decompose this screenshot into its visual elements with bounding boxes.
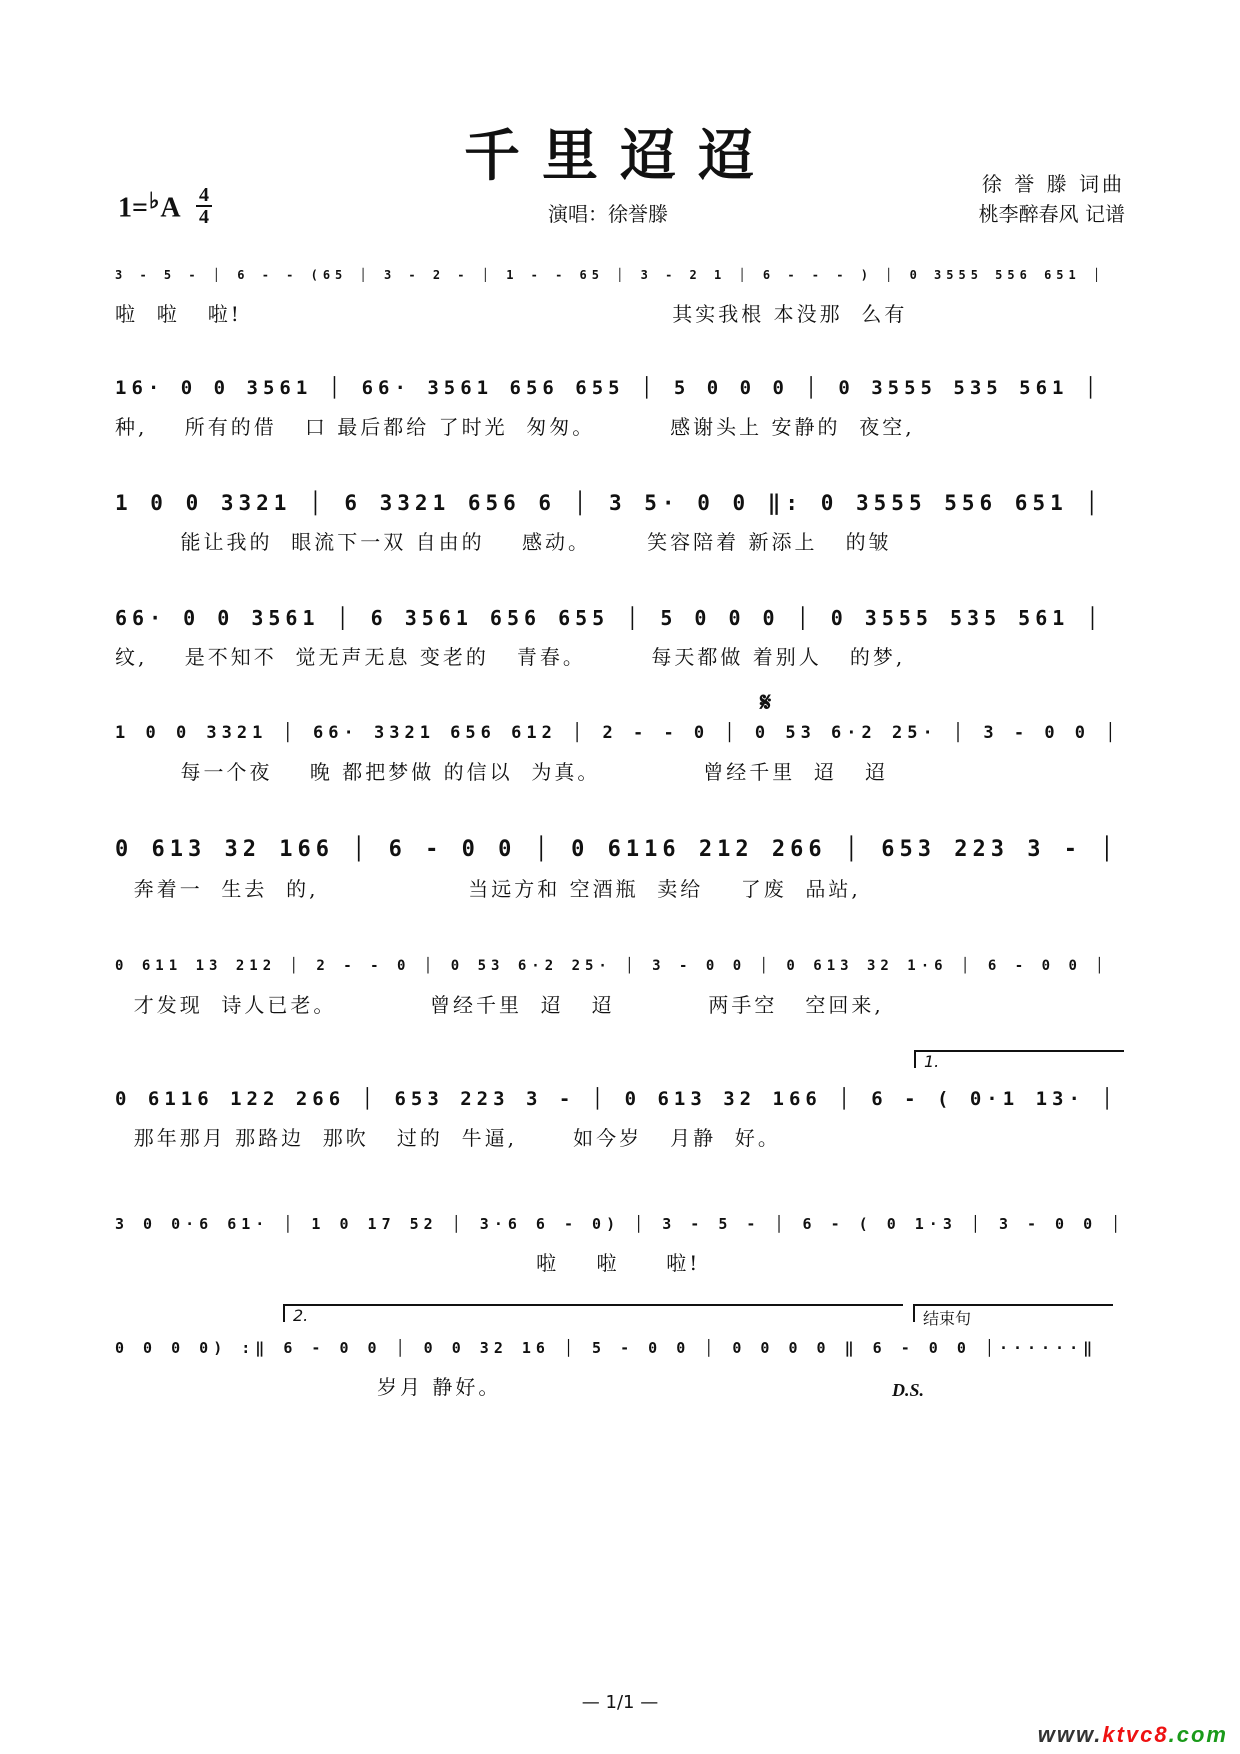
flat-symbol: ♭ — [148, 188, 160, 214]
lyric-line: 种, 所有的借 口 最后都给 了时光 匆匆。 感谢头上 安静的 夜空, — [115, 415, 915, 439]
lyric-line: 那年那月 那路边 那吹 过的 牛逼, 如今岁 月静 好。 — [115, 1126, 781, 1150]
notation-line: 0 6116 122 266 │ 653 223 3 - │ 0 613 32 166 │ 6 - ( 0·1 13· │ — [115, 1088, 1118, 1110]
score-line-1 — [115, 255, 1125, 329]
score-line-2 — [115, 368, 1125, 442]
notation-line: 1 0 0 3321 │ 6 3321 656 6 │ 3 5· 0 0 ‖: 0 3555 556 651 │ — [115, 491, 1104, 515]
notation-line: 0 611 13 212 │ 2 - - 0 │ 0 53 6·2 25· │ 3 - 0 0 │ 0 613 32 1·6 │ 6 - 0 0 │ — [115, 958, 1109, 974]
score-line-8 — [115, 1079, 1125, 1153]
notation-line: 0 0 0 0) :‖ 6 - 0 0 │ 0 0 32 16 │ 5 - 0 0 │ 0 0 0 0 ‖ 6 - 0 0 │······‖ — [115, 1339, 1098, 1357]
score-line-6 — [115, 830, 1125, 904]
score-title: 千里迢迢 — [464, 123, 776, 189]
time-signature — [196, 186, 212, 226]
watermark-www: www. — [1037, 1722, 1103, 1747]
singer-credit: 演唱：徐誉滕 — [548, 202, 668, 226]
score-line-9 — [115, 1204, 1125, 1278]
score-line-5 — [115, 713, 1125, 787]
coda-ending: 结束句 — [913, 1304, 1113, 1322]
score-line-7 — [115, 946, 1125, 1020]
watermark-tld: .com — [1168, 1722, 1228, 1747]
dal-segno-mark: D.S. — [892, 1380, 925, 1400]
lyric-line: 岁月 静好。 — [115, 1375, 502, 1399]
segno-mark: 𝄋 — [760, 688, 772, 718]
volta-first-ending: 1. — [914, 1050, 1124, 1068]
volta-second-ending: 2. — [283, 1304, 903, 1322]
lyric-line: 才发现 诗人已老。 曾经千里 迢 迢 两手空 空回来, — [115, 993, 884, 1017]
notation-line: 16· 0 0 3561 │ 66· 3561 656 655 │ 5 0 0 0 │ 0 3555 535 561 │ — [115, 377, 1102, 399]
lyric-line: 能让我的 眼流下一双 自由的 感动。 笑容陪着 新添上 的皱 — [115, 530, 892, 554]
lyric-line: 啦 啦 啦! — [115, 1251, 701, 1275]
page-number: — 1/1 — — [581, 1692, 659, 1713]
lyric-line: 啦 啦 啦! 其实我根 本没那 么有 — [115, 302, 908, 326]
key-prefix: 1= — [118, 192, 148, 224]
notation-line: 3 0 0·6 61· │ 1 0 17 52 │ 3·6 6 - 0) │ 3 - 5 - │ 6 - ( 0 1·3 │ 3 - 0 0 │ — [115, 1215, 1126, 1233]
lyric-line: 每一个夜 晚 都把梦做 的信以 为真。 曾经千里 迢 迢 — [115, 760, 889, 784]
time-top: 4 — [199, 184, 210, 206]
notation-line: 1 0 0 3321 │ 66· 3321 656 612 │ 2 - - 0 │ 0 53 6·2 25· │ 3 - 0 0 │ — [115, 723, 1121, 743]
time-bottom: 4 — [199, 206, 210, 228]
transcriber-credit: 桃李醉春风 记谱 — [978, 202, 1125, 226]
notation-line: 0 613 32 166 │ 6 - 0 0 │ 0 6116 212 266 │ 653 223 3 - │ — [115, 837, 1119, 862]
lyricist-composer-credit: 徐 誉 滕 词曲 — [981, 172, 1125, 196]
score-line-4 — [115, 598, 1125, 672]
site-watermark — [1038, 1722, 1228, 1748]
key-signature — [118, 184, 212, 230]
notation-line: 66· 0 0 3561 │ 6 3561 656 655 │ 5 0 0 0 │ 0 3555 535 561 │ — [115, 606, 1104, 630]
lyric-line: 纹, 是不知不 觉无声无息 变老的 青春。 每天都做 着别人 的梦, — [115, 645, 906, 669]
notation-line: 3 - 5 - │ 6 - - (65 │ 3 - 2 - │ 1 - - 65 │ 3 - 2 1 │ 6 - - - ) │ 0 3555 556 651 │ — [115, 268, 1106, 282]
lyric-line: 奔着一 生去 的, 当远方和 空酒瓶 卖给 了废 品站, — [115, 877, 861, 901]
score-line-10 — [115, 1328, 1125, 1402]
watermark-domain: ktvc8 — [1102, 1722, 1169, 1747]
key-note: A — [160, 192, 180, 224]
score-line-3 — [115, 483, 1125, 557]
